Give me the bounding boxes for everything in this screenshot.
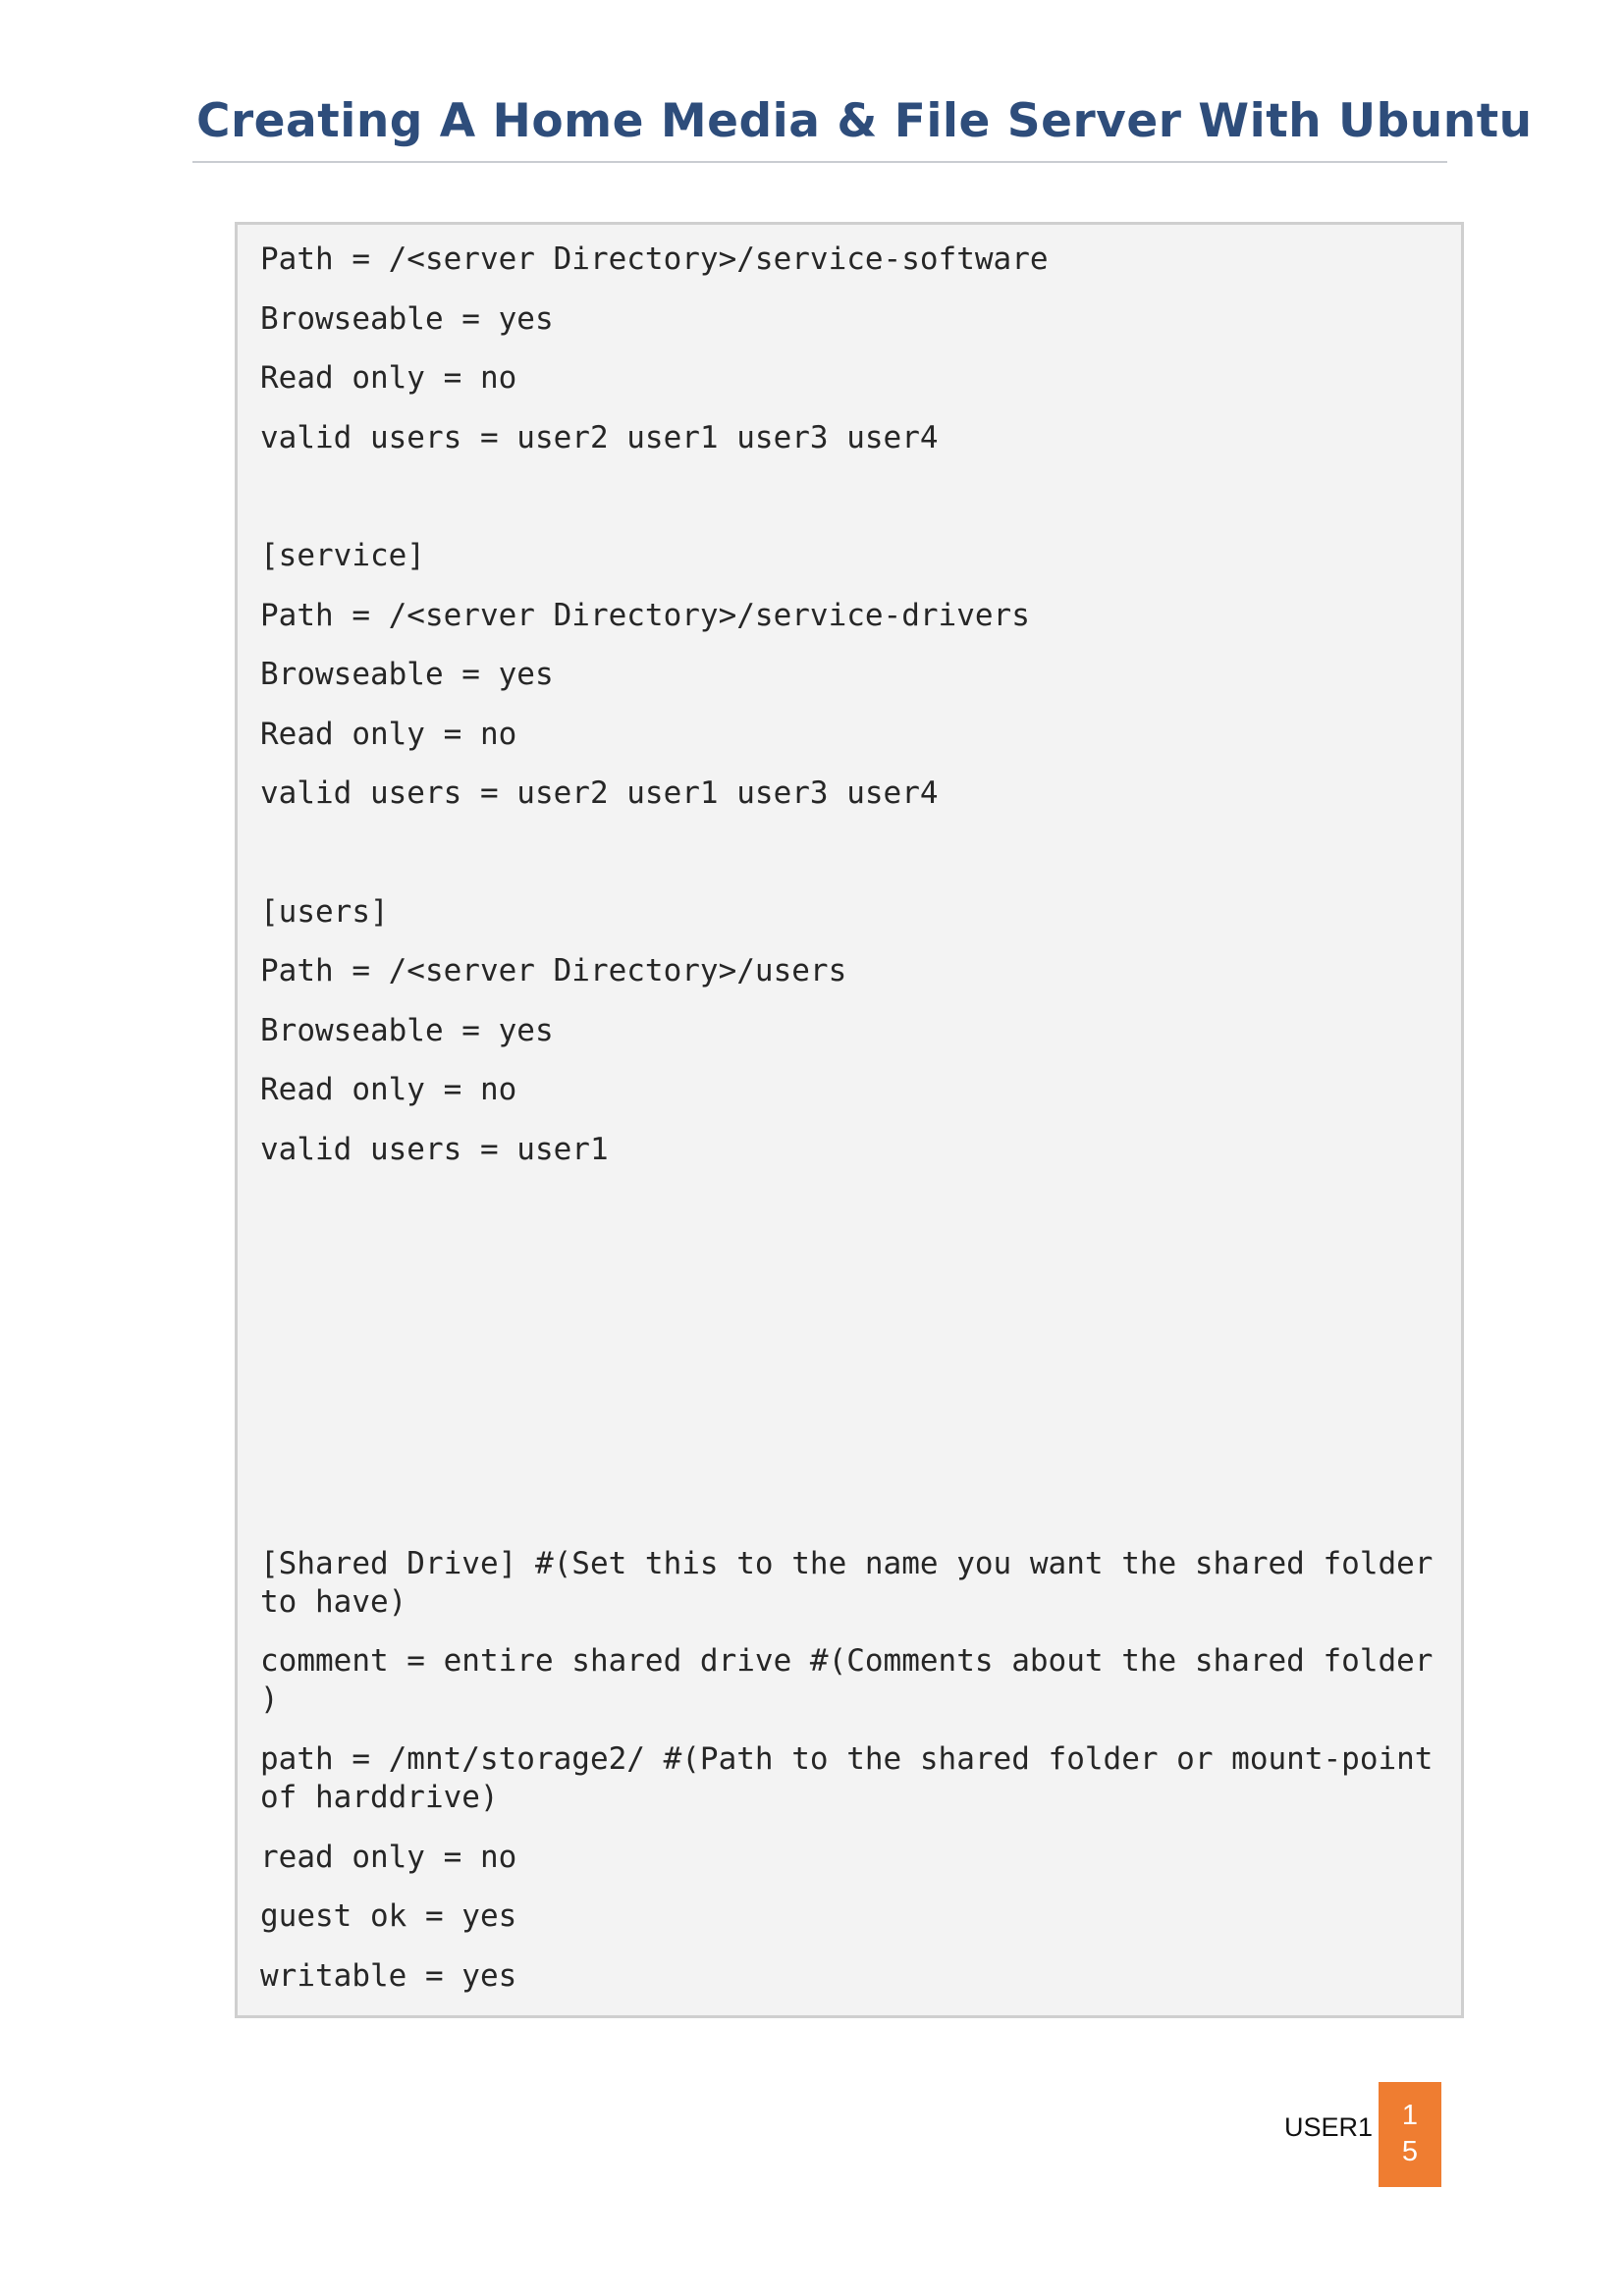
code-line: Read only = no — [260, 1072, 517, 1107]
code-line: [service] — [260, 538, 425, 573]
page-number-digit: 1 — [1401, 2100, 1419, 2131]
code-line: Read only = no — [260, 717, 517, 752]
code-line: Browseable = yes — [260, 301, 554, 337]
code-line: Read only = no — [260, 360, 517, 396]
code-line: of harddrive) — [260, 1780, 499, 1815]
title-divider — [192, 161, 1447, 163]
code-line: valid users = user2 user1 user3 user4 — [260, 420, 939, 455]
code-line: Path = /<server Directory>/service-software — [260, 241, 1049, 277]
page-number-badge — [1379, 2082, 1441, 2187]
code-line: guest ok = yes — [260, 1898, 517, 1934]
code-line: valid users = user2 user1 user3 user4 — [260, 775, 939, 811]
code-line: valid users = user1 — [260, 1132, 609, 1167]
code-line: ) — [260, 1682, 279, 1717]
code-line: path = /mnt/storage2/ #(Path to the shared folder or mount-point — [260, 1741, 1434, 1777]
code-line: read only = no — [260, 1840, 517, 1875]
code-line: [Shared Drive] #(Set this to the name you want the shared folder — [260, 1546, 1434, 1581]
code-line: Path = /<server Directory>/users — [260, 953, 847, 988]
code-line: Path = /<server Directory>/service-drivers — [260, 598, 1030, 633]
code-line: Browseable = yes — [260, 657, 554, 692]
footer-author: USER1 — [1284, 2112, 1374, 2142]
code-line: comment = entire shared drive #(Comments about the shared folder — [260, 1643, 1434, 1679]
code-line: writable = yes — [260, 1958, 517, 1994]
page-title: Creating A Home Media & File Server With Ubuntu — [196, 94, 1533, 148]
code-line: to have) — [260, 1584, 407, 1620]
page-number-digit: 5 — [1401, 2136, 1419, 2167]
code-line: Browseable = yes — [260, 1013, 554, 1048]
code-line: [users] — [260, 894, 389, 930]
